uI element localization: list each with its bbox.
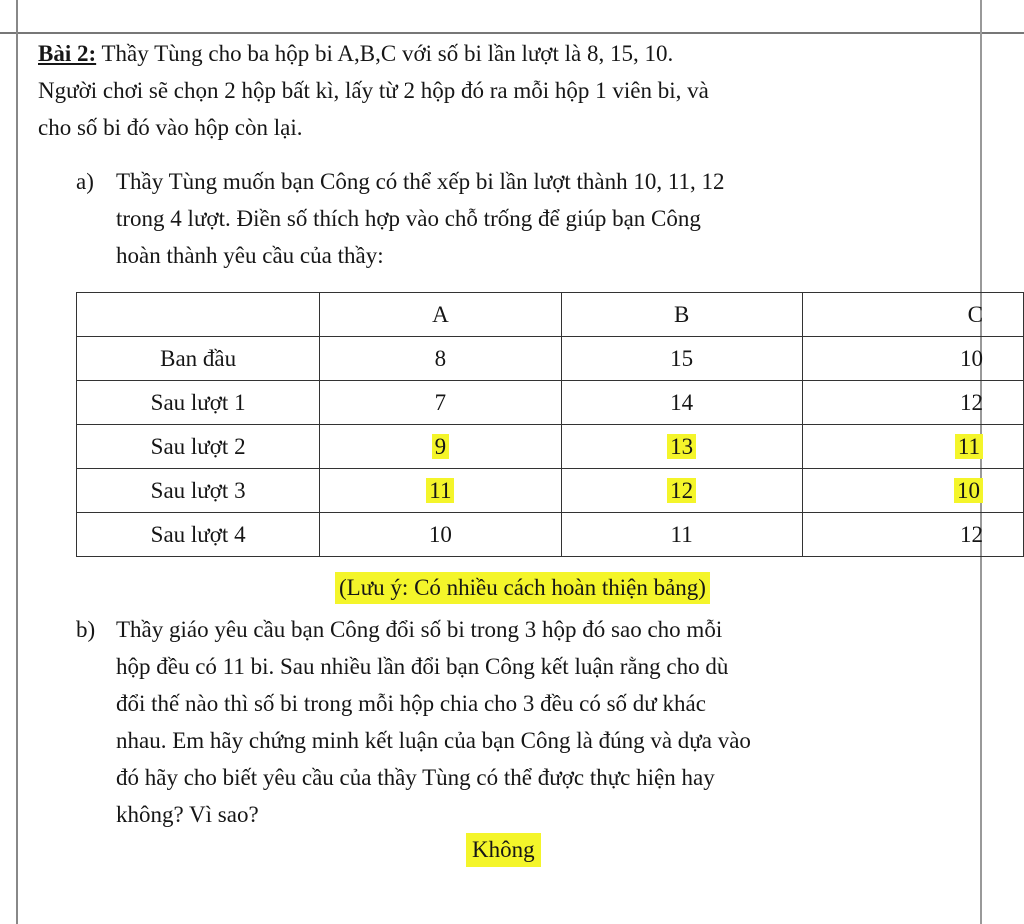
cell-b-filled [561, 425, 802, 469]
table-row [77, 337, 1024, 381]
highlighted-answer: 11 [955, 434, 983, 459]
left-border [16, 0, 18, 924]
cell-c-filled [802, 425, 1023, 469]
problem-intro-line-2: Người chơi sẽ chọn 2 hộp bất kì, lấy từ 2 hộp đó ra mỗi hộp 1 viên bi, và [38, 78, 709, 103]
part-b-line-3: đổi thế nào thì số bi trong mỗi hộp chia cho 3 đều có số dư khác [116, 691, 706, 716]
problem-title: Bài 2: [38, 41, 97, 66]
table-header-b: B [561, 293, 802, 337]
row-label: Sau lượt 3 [77, 469, 320, 513]
cell-a: 8 [320, 337, 561, 381]
part-b-line-5: đó hãy cho biết yêu cầu của thầy Tùng có thể được thực hiện hay [116, 765, 715, 790]
cell-a-filled [320, 425, 561, 469]
marble-table [76, 292, 1024, 557]
table-header-row [77, 293, 1024, 337]
problem-intro-line-1: Bài 2: Thầy Tùng cho ba hộp bi A,B,C với số bi lần lượt là 8, 15, 10. [38, 41, 674, 66]
cell-b-filled [561, 469, 802, 513]
part-a-marker: a) [76, 169, 94, 194]
cell-c: 12 [802, 381, 1023, 425]
cell-c-filled [802, 469, 1023, 513]
part-b-line-4: nhau. Em hãy chứng minh kết luận của bạn Công là đúng và dựa vào [116, 728, 751, 753]
part-a-line-2: trong 4 lượt. Điền số thích hợp vào chỗ trống để giúp bạn Công [116, 206, 701, 231]
top-border [0, 0, 1024, 34]
cell-a: 10 [320, 513, 561, 557]
highlighted-answer: 10 [954, 478, 983, 503]
part-b-marker: b) [76, 617, 96, 642]
table-header-empty [77, 293, 320, 337]
part-b-line-2: hộp đều có 11 bi. Sau nhiều lần đổi bạn Công kết luận rằng cho dù [116, 654, 729, 679]
part-b-line-6: không? Vì sao? [116, 802, 259, 827]
cell-b: 14 [561, 381, 802, 425]
cell-b: 11 [561, 513, 802, 557]
row-label: Ban đầu [77, 337, 320, 381]
table-row [77, 513, 1024, 557]
part-a-line-3: hoàn thành yêu cầu của thầy: [116, 243, 384, 268]
table-header-a: A [320, 293, 561, 337]
cell-b: 15 [561, 337, 802, 381]
note-highlight: (Lưu ý: Có nhiều cách hoàn thiện bảng) [335, 572, 710, 604]
cell-c: 10 [802, 337, 1023, 381]
highlighted-answer: 11 [426, 478, 454, 503]
highlighted-answer: 9 [432, 434, 450, 459]
table-row [77, 469, 1024, 513]
table-header-c: C [802, 293, 1023, 337]
row-label: Sau lượt 1 [77, 381, 320, 425]
cell-a: 7 [320, 381, 561, 425]
cell-c: 12 [802, 513, 1023, 557]
highlighted-answer: 12 [667, 478, 696, 503]
part-a-line-1: Thầy Tùng muốn bạn Công có thể xếp bi lần lượt thành 10, 11, 12 [116, 169, 725, 194]
part-b-line-1: Thầy giáo yêu cầu bạn Công đổi số bi trong 3 hộp đó sao cho mỗi [116, 617, 723, 642]
highlighted-answer: 13 [667, 434, 696, 459]
row-label: Sau lượt 4 [77, 513, 320, 557]
problem-intro-line-3: cho số bi đó vào hộp còn lại. [38, 115, 303, 140]
row-label: Sau lượt 2 [77, 425, 320, 469]
answer-highlight: Không [466, 833, 541, 867]
table-row [77, 425, 1024, 469]
table-row [77, 381, 1024, 425]
cell-a-filled [320, 469, 561, 513]
